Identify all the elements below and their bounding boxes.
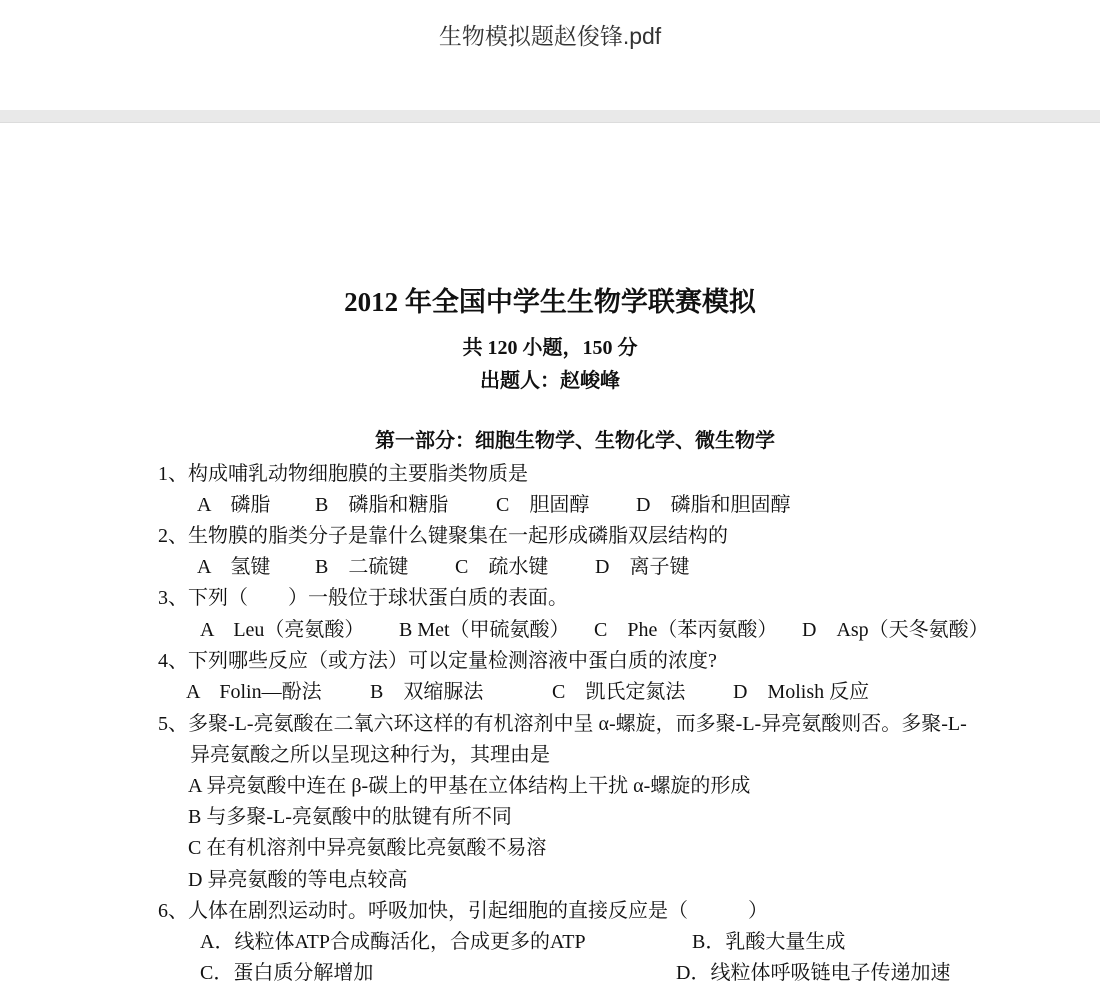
question-1-option-c: C 胆固醇 bbox=[496, 494, 590, 516]
question-6-stem: 6、人体在剧烈运动时。呼吸加快，引起细胞的直接反应是（ ） bbox=[158, 900, 768, 922]
question-6-option-c: C．蛋白质分解增加 bbox=[200, 962, 374, 984]
question-6-option-d: D．线粒体呼吸链电子传递加速 bbox=[676, 962, 951, 984]
question-2-stem: 2、生物膜的脂类分子是靠什么键聚集在一起形成磷脂双层结构的 bbox=[158, 525, 728, 547]
question-3-option-b: B Met（甲硫氨酸） bbox=[399, 619, 570, 641]
question-4-option-d: D Molish 反应 bbox=[733, 681, 870, 703]
question-2-option-d: D 离子键 bbox=[595, 556, 690, 578]
question-1-option-a: A 磷脂 bbox=[197, 494, 271, 516]
question-5-option-d: D 异亮氨酸的等电点较高 bbox=[188, 869, 408, 891]
question-4-option-c: C 凯氏定氮法 bbox=[552, 681, 686, 703]
question-5-option-b: B 与多聚-L-亮氨酸中的肽键有所不同 bbox=[188, 806, 512, 828]
file-name: 生物模拟题赵俊锋.pdf bbox=[438, 23, 662, 49]
document-title: 2012 年全国中学生生物学联赛模拟 bbox=[344, 287, 756, 317]
question-5-option-c: C 在有机溶剂中异亮氨酸比亮氨酸不易溶 bbox=[188, 837, 547, 859]
question-1-option-d: D 磷脂和胆固醇 bbox=[636, 494, 791, 516]
question-6-option-a: A．线粒体ATP合成酶活化，合成更多的ATP bbox=[200, 931, 586, 953]
document-subtitle-count: 共 120 小题，150 分 bbox=[462, 337, 638, 359]
section-title: 第一部分：细胞生物学、生物化学、微生物学 bbox=[375, 430, 775, 452]
document-author: 出题人：赵峻峰 bbox=[480, 370, 620, 392]
question-4-option-b: B 双缩脲法 bbox=[370, 681, 484, 703]
question-3-option-c: C Phe（苯丙氨酸） bbox=[594, 619, 778, 641]
viewer-header bbox=[0, 0, 1100, 110]
question-2-option-a: A 氢键 bbox=[197, 556, 271, 578]
question-3-stem: 3、下列（ ）一般位于球状蛋白质的表面。 bbox=[158, 587, 568, 609]
header-separator bbox=[0, 110, 1100, 123]
question-5-option-a: A 异亮氨酸中连在 β-碳上的甲基在立体结构上干扰 α-螺旋的形成 bbox=[188, 775, 751, 797]
question-5-stem-continued: 异亮氨酸之所以呈现这种行为，其理由是 bbox=[190, 744, 550, 766]
question-4-stem: 4、下列哪些反应（或方法）可以定量检测溶液中蛋白质的浓度? bbox=[158, 650, 717, 672]
question-4-option-a: A Folin—酚法 bbox=[186, 681, 322, 703]
question-6-option-b: B．乳酸大量生成 bbox=[692, 931, 846, 953]
question-2-option-b: B 二硫键 bbox=[315, 556, 409, 578]
question-2-option-c: C 疏水键 bbox=[455, 556, 549, 578]
question-3-option-d: D Asp（天冬氨酸） bbox=[802, 619, 989, 641]
question-5-stem: 5、多聚-L-亮氨酸在二氧六环这样的有机溶剂中呈 α-螺旋，而多聚-L-异亮氨酸则否。多聚-L- bbox=[158, 713, 967, 735]
question-3-option-a: A Leu（亮氨酸） bbox=[200, 619, 365, 641]
question-1-stem: 1、构成哺乳动物细胞膜的主要脂类物质是 bbox=[158, 463, 528, 485]
pdf-page bbox=[0, 123, 1100, 990]
question-1-option-b: B 磷脂和糖脂 bbox=[315, 494, 449, 516]
